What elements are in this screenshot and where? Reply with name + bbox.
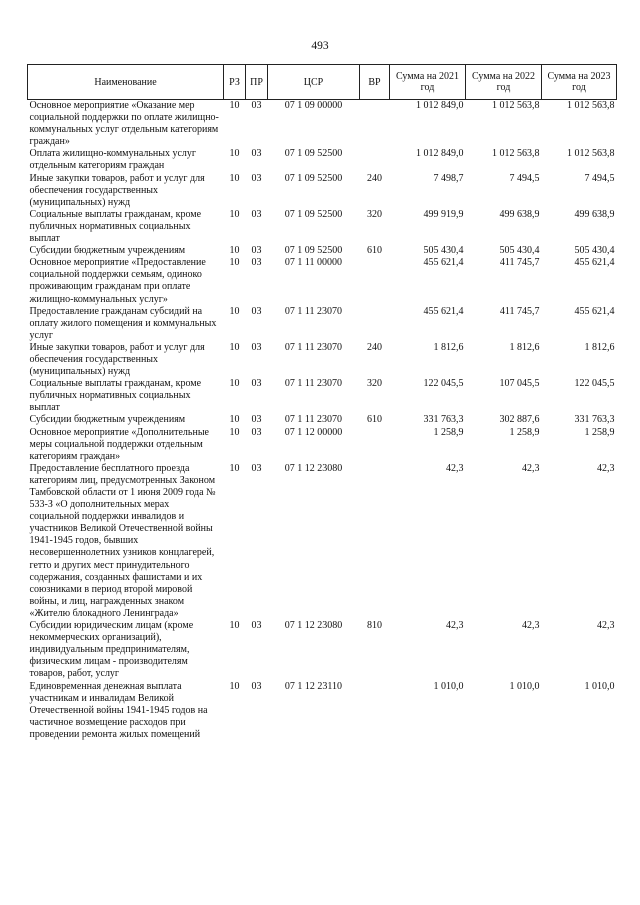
row-vr: 240 <box>367 172 382 184</box>
row-sum-2022: 499 638,9 <box>499 208 540 220</box>
row-rz: 10 <box>229 208 240 220</box>
row-name: Предоставление гражданам субсидий на оплату жилого помещения и коммунальных услуг <box>29 305 217 341</box>
table-row <box>28 306 617 342</box>
row-csr: 07 1 11 23070 <box>284 414 343 426</box>
row-pr: 03 <box>251 680 262 692</box>
row-sum-2023: 505 430,4 <box>574 245 615 257</box>
row-pr: 03 <box>251 341 262 353</box>
row-sum-2022: 1 012 563,8 <box>492 100 540 111</box>
row-pr: 03 <box>251 462 262 474</box>
row-csr: 07 1 11 23070 <box>284 378 343 390</box>
row-sum-2022: 7 494,5 <box>509 172 540 184</box>
row-name: Социальные выплаты гражданам, кроме публичных нормативных социальных выплат <box>29 378 202 414</box>
row-rz: 10 <box>229 305 240 317</box>
row-pr: 03 <box>251 100 262 111</box>
row-csr: 07 1 12 00000 <box>284 426 343 438</box>
row-pr: 03 <box>251 208 262 220</box>
row-csr: 07 1 09 52500 <box>284 208 343 220</box>
row-vr <box>360 306 390 342</box>
row-vr: 810 <box>367 620 382 632</box>
row-csr: 07 1 12 23080 <box>284 620 343 632</box>
row-csr: 07 1 09 00000 <box>284 100 343 111</box>
row-name: Единовременная денежная выплата участникам и инвалидам Великой Отечественной войны 1941-1945 годов на частичное возмещение расходов при проведении ремонта жилых помещений <box>29 680 208 740</box>
table-body <box>28 100 617 741</box>
row-vr: 320 <box>367 378 382 390</box>
row-sum-2022: 42,3 <box>522 462 540 474</box>
row-sum-2023: 499 638,9 <box>574 208 615 220</box>
row-sum-2022: 505 430,4 <box>499 245 540 257</box>
row-pr: 03 <box>251 148 262 160</box>
row-sum-2023: 1 812,6 <box>584 341 615 353</box>
row-pr: 03 <box>251 172 262 184</box>
row-vr <box>360 427 390 463</box>
row-sum-2023: 455 621,4 <box>574 257 615 269</box>
row-name: Иные закупки товаров, работ и услуг для обеспечения государственных (муниципальных) нужд <box>29 172 205 208</box>
budget-table <box>27 64 617 741</box>
row-sum-2023: 455 621,4 <box>574 305 615 317</box>
table-row <box>28 463 617 620</box>
row-csr: 07 1 12 23080 <box>284 462 343 474</box>
row-sum-2023: 122 045,5 <box>574 378 615 390</box>
row-sum-2023: 1 258,9 <box>584 426 615 438</box>
row-sum-2021: 499 919,9 <box>423 208 464 220</box>
row-sum-2021: 1 258,9 <box>433 426 464 438</box>
row-sum-2021: 42,3 <box>446 620 464 632</box>
row-csr: 07 1 11 23070 <box>284 305 343 317</box>
row-csr: 07 1 09 52500 <box>284 245 343 257</box>
row-vr <box>360 257 390 305</box>
row-name: Субсидии бюджетным учреждениям <box>29 245 186 257</box>
row-name: Предоставление бесплатного проезда категориям лиц, предусмотренных Законом Тамбовской области от 1 июня 2009 года № 533-З «О дополнительных мерах социальной поддержки инвалидов и участников Великой Отечественной войны 1941-1945 годов, бывших несовершеннолетних узников концлагерей, гетто и других мест принудительного содержания, созданных фашистами и их союзниками в период второй мировой войны, и лиц, награжденных знаком «Жителю блокадного Ленинграда» <box>29 462 216 619</box>
table-row <box>28 257 617 305</box>
row-vr <box>360 463 390 620</box>
row-sum-2023: 1 010,0 <box>584 680 615 692</box>
row-rz: 10 <box>229 680 240 692</box>
row-rz: 10 <box>229 245 240 257</box>
row-sum-2022: 1 812,6 <box>509 341 540 353</box>
row-name: Основное мероприятие «Дополнительные меры социальной поддержки отдельным категориям граждан» <box>29 426 209 462</box>
row-pr: 03 <box>251 414 262 426</box>
row-sum-2022: 42,3 <box>522 620 540 632</box>
header-sum-2023: Сумма на 2023 год <box>542 65 617 100</box>
row-sum-2023: 42,3 <box>597 462 615 474</box>
row-csr: 07 1 09 52500 <box>284 148 343 160</box>
row-sum-2021: 1 012 849,0 <box>416 100 464 111</box>
row-vr: 610 <box>367 245 382 257</box>
row-csr: 07 1 11 23070 <box>284 341 343 353</box>
row-name: Субсидии юридическим лицам (кроме некоммерческих организаций), индивидуальным предпринимателям, физическим лицам - производителям товаров, работ, услуг <box>29 620 194 680</box>
row-sum-2023: 1 012 563,8 <box>567 148 615 160</box>
table-row <box>28 245 617 257</box>
row-rz: 10 <box>229 462 240 474</box>
row-vr: 610 <box>367 414 382 426</box>
row-sum-2021: 331 763,3 <box>423 414 464 426</box>
row-sum-2022: 411 745,7 <box>499 305 540 317</box>
row-sum-2022: 1 012 563,8 <box>492 148 540 160</box>
row-sum-2021: 122 045,5 <box>423 378 464 390</box>
row-name: Оплата жилищно-коммунальных услуг отдельным категориям граждан <box>29 148 197 172</box>
table-row <box>28 100 617 149</box>
row-rz: 10 <box>229 148 240 160</box>
table-row <box>28 342 617 378</box>
row-sum-2022: 411 745,7 <box>499 257 540 269</box>
table-row <box>28 620 617 680</box>
row-vr <box>360 100 390 149</box>
row-sum-2021: 1 012 849,0 <box>416 148 464 160</box>
row-sum-2021: 505 430,4 <box>423 245 464 257</box>
header-sum-2022: Сумма на 2022 год <box>466 65 542 100</box>
row-csr: 07 1 09 52500 <box>284 172 343 184</box>
row-name: Основное мероприятие «Оказание мер социальной поддержки по оплате жилищно-коммунальных услуг отдельным категориям граждан» <box>29 100 219 148</box>
row-name: Субсидии бюджетным учреждениям <box>29 414 186 426</box>
row-rz: 10 <box>229 341 240 353</box>
row-sum-2021: 7 498,7 <box>433 172 464 184</box>
row-sum-2023: 1 012 563,8 <box>567 100 615 111</box>
header-vr: ВР <box>360 65 390 100</box>
row-name: Социальные выплаты гражданам, кроме публичных нормативных социальных выплат <box>29 208 202 245</box>
row-csr: 07 1 11 00000 <box>284 257 343 269</box>
header-csr: ЦСР <box>268 65 360 100</box>
row-sum-2022: 1 010,0 <box>509 680 540 692</box>
row-sum-2021: 455 621,4 <box>423 305 464 317</box>
row-rz: 10 <box>229 414 240 426</box>
row-rz: 10 <box>229 426 240 438</box>
header-name: Наименование <box>28 65 224 100</box>
row-sum-2023: 42,3 <box>597 620 615 632</box>
row-sum-2021: 1 010,0 <box>433 680 464 692</box>
table-row <box>28 148 617 172</box>
row-sum-2022: 1 258,9 <box>509 426 540 438</box>
row-pr: 03 <box>251 426 262 438</box>
page-number: 493 <box>311 40 329 52</box>
row-sum-2023: 7 494,5 <box>584 172 615 184</box>
row-name: Иные закупки товаров, работ и услуг для обеспечения государственных (муниципальных) нужд <box>29 341 205 378</box>
row-sum-2023: 331 763,3 <box>574 414 615 426</box>
table-row <box>28 427 617 463</box>
row-pr: 03 <box>251 620 262 632</box>
header-sum-2021: Сумма на 2021 год <box>390 65 466 100</box>
table-row <box>28 209 617 245</box>
row-pr: 03 <box>251 305 262 317</box>
row-sum-2021: 42,3 <box>446 462 464 474</box>
row-vr: 240 <box>367 341 382 353</box>
header-rz: РЗ <box>224 65 246 100</box>
row-pr: 03 <box>251 257 262 269</box>
row-rz: 10 <box>229 100 240 111</box>
row-sum-2021: 455 621,4 <box>423 257 464 269</box>
table-row <box>28 173 617 209</box>
row-pr: 03 <box>251 245 262 257</box>
row-vr <box>360 148 390 172</box>
row-vr: 320 <box>367 208 382 220</box>
row-csr: 07 1 12 23110 <box>284 680 343 692</box>
table-header <box>28 65 617 100</box>
row-rz: 10 <box>229 172 240 184</box>
row-rz: 10 <box>229 257 240 269</box>
row-vr <box>360 681 390 741</box>
row-pr: 03 <box>251 378 262 390</box>
table-row <box>28 414 617 426</box>
row-rz: 10 <box>229 620 240 632</box>
row-name: Основное мероприятие «Предоставление социальной поддержки семьям, одиноко проживающим гражданам при оплате жилищно-коммунальных услуг» <box>29 257 206 305</box>
row-sum-2021: 1 812,6 <box>433 341 464 353</box>
row-rz: 10 <box>229 378 240 390</box>
row-sum-2022: 107 045,5 <box>499 378 540 390</box>
header-pr: ПР <box>246 65 268 100</box>
row-sum-2022: 302 887,6 <box>499 414 540 426</box>
table-row <box>28 681 617 741</box>
table-row <box>28 378 617 414</box>
